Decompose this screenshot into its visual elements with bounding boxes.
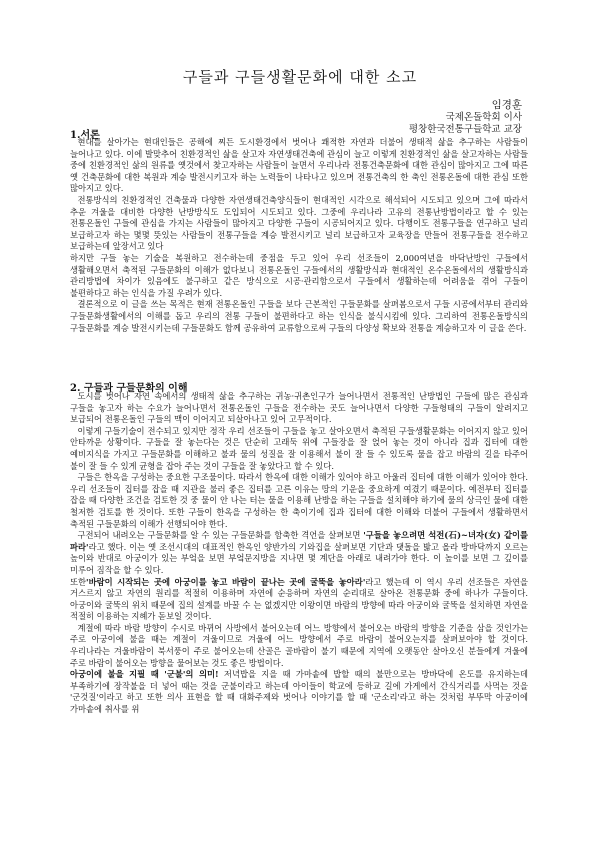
paragraph [70, 530, 528, 576]
section-2-heading: 2. 구들과 구들문화의 이해 [70, 383, 188, 394]
section-1-heading: 1.서론 [70, 130, 100, 141]
paragraph-text: 또한 [70, 576, 87, 587]
author-name: 임경훈 [491, 99, 522, 111]
author-block [409, 99, 522, 137]
paragraph-text: 구전되어 내려오는 구들문화를 알 수 있는 구들문화를 함축한 격언을 살펴보면 [77, 530, 364, 541]
section-2-body [70, 391, 528, 716]
author-affiliation-2: 평창한국전통구들학교 교장 [408, 124, 522, 135]
paragraph [70, 577, 528, 623]
paragraph: 구들은 한옥을 구성하는 중요한 구조물이다. 따라서 한옥에 대한 이해가 있어야 하고 아울러 집터에 대한 이해가 있어야 한다. 우리 선조들이 집터를 잡을 때 지관을 불러 좋은 집터를 고른 이유는 땅의 기운을 중요하게 여겼기 때문이다. 예전부터 집터를 잡을 때 다양한 조건을 검토한 것 중 물이 안 나는 터는 물을 이용해 난방을 하는 구들을 설치해야 하기에 물의 상극인 물에 대한 철저한 검토를 한 것이다. 또한 구들이 한옥을 구성하는 한 축이기에 집과 집터에 대한 이해와 더불어 구들에서 생활하면서 축적된 구들문화의 이해가 선행되어야 한다. [70, 472, 528, 529]
author-affiliation-1: 국제온돌학회 이사 [445, 111, 522, 123]
paragraph [70, 669, 528, 715]
proverb-quote: '바람이 시작되는 곳에 아궁이를 놓고 바람이 끝나는 곳에 굴뚝을 놓아라' [86, 576, 366, 587]
proverb-quote: '구들을 놓으려면 석전(石)~녀자(女) 같이를 파라' [70, 530, 528, 552]
paragraph: 현대를 살아가는 현대인들은 공해에 찌든 도시환경에서 벗어나 쾌적한 자연과 더불어 생태적 삶을 추구하는 사람들이 늘어나고 있다. 이에 발맞추어 친환경적인 삶을 살고자 자연생태건축에 관심이 늘고 이렇게 친환경적인 삶을 살고자하는 사람들 중에 친환경적인 삶의 원류를 옛것에서 찾고자하는 사람들이 늘면서 우리나라 전통건축문화에 대한 관심이 많아지고 그에 따른 옛 건축문화에 대한 복원과 계승 발전시키고자 하는 노력들이 나타나고 있으며 전통건축의 한 축인 전통온돌에 대한 관심 또한 많아지고 있다. [70, 137, 528, 194]
paragraph-text: 저녁밥을 지을 때 가마솥에 밥할 때의 불만으로는 방바닥에 온도를 유지하는데 부족하기에 장작불을 더 넣어 때는 것을 군불이라고 하는데 아이들이 학교에 등하교 길에 가게에서 간식거리를 사먹는 것을 '군것질'이라고 하고 또한 의사 표현을 할 때 대화주제와 벗어나 이야기를 할 때 '군소리'라고 하는 것처럼 부뚜막 아궁이에 가마솥에 취사를 위 [70, 669, 529, 715]
paragraph: 하지만 구들 놓는 기술을 복원하고 전수하는데 중점을 두고 있어 우리 선조들이 2,000여년을 바닥난방인 구들에서 생활해오면서 축적된 구들문화의 이해가 없다보니 전통온돌인 구들에서의 생활방식과 현대적인 온수온돌에서의 생활방식과 관리방법에 차이가 있음에도 불구하고 같은 방식으로 시공·관리함으로서 구들에서 생활하는데 어려움을 겪어 구들이 불편하다고 하는 인식을 가질 우려가 있다. [70, 252, 528, 298]
subtopic-heading: 아궁이에 불을 지필 때 '군불'의 의미! [70, 669, 219, 680]
paragraph: 이렇게 구들기술이 전수되고 있지만 정작 우리 선조들이 구들을 놓고 살아오면서 축적된 구들생활문화는 이어지지 않고 있어 안타까운 상황이다. 구들을 잘 놓는다는 것은 단순히 고래둑 위에 구들장을 잘 얹어 놓는 것이 아니라 집과 집터에 대한 예비지식을 가지고 구들문화를 이해하고 불과 물의 성질을 잘 이용해서 불이 잘 들 수 있도록 물을 잡고 바람의 길을 타주어 불이 잘 들 수 있게 균형을 잡아 주는 것이 구들을 잘 놓았다고 할 수 있다. [70, 425, 528, 471]
section-1-body [70, 137, 528, 334]
paragraph-text: 라고 했는데 이 역시 우리 선조들은 자연을 거스르지 않고 자연의 원리를 적절히 이용하며 자연에 순응하며 자연의 순리대로 살아온 전통문화 중에 하나가 구들이다. 아궁이와 굴뚝의 위치 때문에 집의 설계를 바꿀 수 는 없겠지만 이왕이면 바람의 방향에 따라 아궁이와 굴뚝을 설치하면 자연을 적절히 이용하는 지혜가 돋보일 것이다. [70, 576, 529, 622]
paper-title: 구들과 구들생활문화에 대한 소고 [182, 68, 418, 86]
paragraph: 도시를 벗어나 자연 속에서의 생태적 삶을 추구하는 귀농·귀촌인구가 늘어나면서 전통적인 난방법인 구들에 많은 관심과 구들을 놓고자 하는 수요가 늘어나면서 전통온돌인 구들을 전수하는 곳도 늘어나면서 다양한 구들형태의 구들이 알려지고 보급되어 전통온돌인 구들의 맥이 이어지고 되살아나고 있어 고무적이다. [70, 391, 528, 425]
paragraph: 계절에 따라 바람 방향이 수시로 바뀌어 사방에서 불어오는데 어느 방향에서 불어오는 바람의 방향을 기준을 삼을 것인가는 주로 아궁이에 불을 때는 계절이 겨울이므로 겨울에 어느 방향에서 주로 바람이 불어오는지를 살펴보아야 할 것이다. 우리나라는 겨울바람이 북서풍이 주로 불어오는데 산골은 골바람이 불기 때문에 지역에 오랫동안 살아오신 분들에게 겨울에 주로 바람이 불어오는 방향을 물어보는 것도 좋은 방법이다. [70, 622, 528, 668]
paragraph-text: 라고 했다. 이는 옛 조선시대의 대표적인 한옥인 양반가의 기와집을 살펴보면 기단과 댓돌을 밟고 올라 방바닥까지 오르는 높이와 반대로 아궁이가 있는 부엌을 보면 부엌문지방을 지나면 몇 계단을 아래로 내려가야 한다. 이 높이를 보면 그 깊이를 미루어 짐작을 할 수 있다. [70, 541, 528, 575]
paragraph: 결론적으로 이 글을 쓰는 목적은 현재 전통온돌인 구들을 보다 근본적인 구들문화를 살펴봄으로서 구들 시공에서부터 관리와 구들문화생활에서의 이해를 돕고 우리의 전통 구들이 불편하다고 하는 인식을 불식시킴에 있다. 그리하여 전통온돌방식의 구들문화를 계승 발전시키는데 구들문화도 함께 공유하여 교류함으로써 구들의 다양성 확보와 전통을 계승하고자 이 글을 쓴다. [70, 299, 528, 333]
paragraph: 전통방식의 친환경적인 건축물과 다양한 자연생태건축양식들이 현대적인 시각으로 해석되어 시도되고 있으며 그에 따라서 추운 겨울을 대비한 다양한 난방방식도 도입되어 시도되고 있다. 그중에 우리나라 고유의 전통난방법이라고 할 수 있는 전통온돌인 구들에 관심을 가지는 사람들이 많아지고 다양한 구들이 시공되어지고 있다. 다행이도 전통구들을 연구하고 널리 보급하고자 하는 몇몇 뜻있는 사람들이 전통구들을 계승 발전시키고 널리 보급하고자 교육장을 만들어 전통구들을 전수하고 보급하는데 앞장서고 있다 [70, 194, 528, 252]
